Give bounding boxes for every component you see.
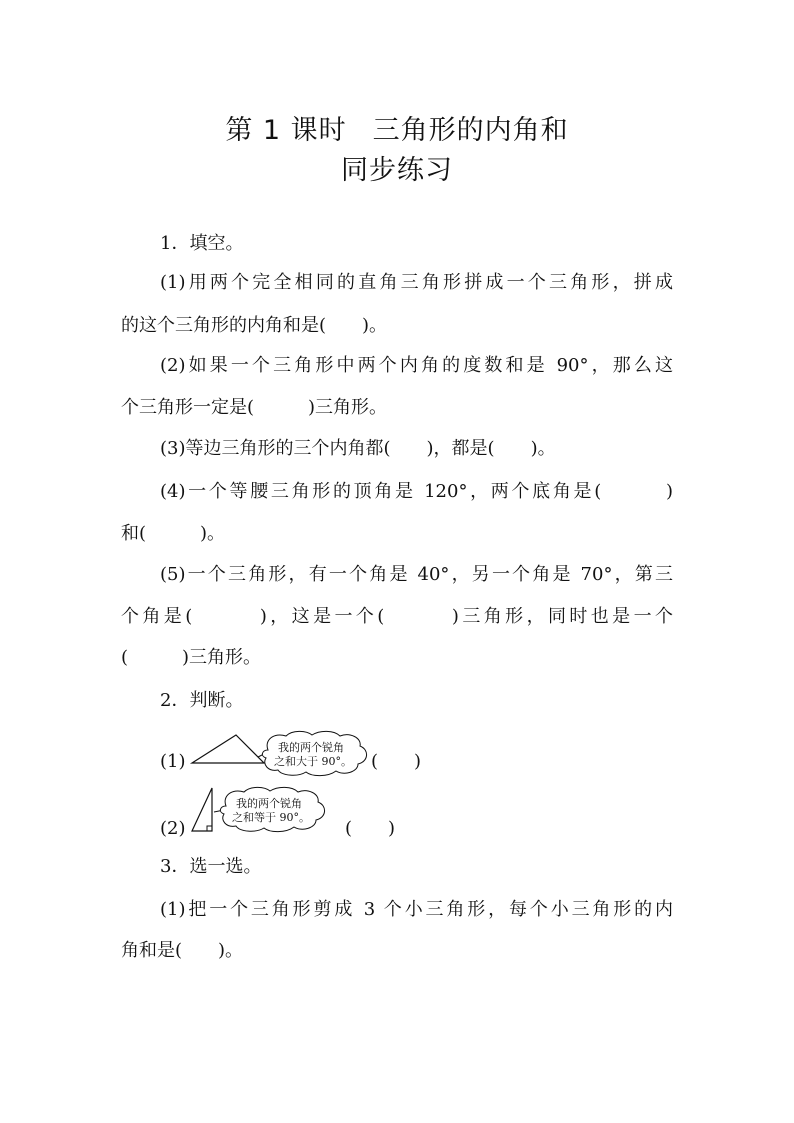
q2-item2-label: (2) [160, 818, 186, 839]
q2-heading: 2．判断。 [160, 690, 244, 711]
lesson-topic: 三角形的内角和 [372, 115, 569, 146]
q1-item4-line2: 和( )。 [121, 523, 226, 544]
lesson-number: 第 1 课时 [225, 115, 347, 146]
q1-item5-line2: 个角是( )，这是一个( )三角形，同时也是一个 [121, 606, 673, 627]
q1-item5-line3: ( )三角形。 [121, 647, 262, 668]
q1-item1-line2: 的这个三角形的内角和是( )。 [121, 315, 388, 336]
right-triangle-shape [192, 788, 212, 831]
q1-item1-line1: (1)用两个完全相同的直角三角形拼成一个三角形，拼成 [160, 272, 673, 293]
bubble-text-line2: 之和大于 90°。 [274, 755, 352, 768]
q2-item2-figure [186, 786, 346, 836]
q1-item2-line1: (2)如果一个三角形中两个内角的度数和是 90°，那么这 [160, 355, 673, 376]
q2-item1-label: (1) [160, 751, 186, 772]
q3-item1-line1: (1)把一个三角形剪成 3 个小三角形，每个小三角形的内 [160, 899, 673, 920]
q1-item3-line1: (3)等边三角形的三个内角都( )，都是( )。 [160, 438, 556, 459]
right-angle-mark [207, 826, 212, 831]
q3-item1-line2: 角和是( )。 [121, 940, 244, 961]
q2-item2-answer: ( ) [345, 818, 396, 839]
q1-heading: 1．填空。 [160, 233, 244, 254]
q1-item2-line2: 个三角形一定是( )三角形。 [121, 397, 388, 418]
bubble-text-line1: 我的两个锐角 [236, 797, 302, 810]
q3-heading: 3．选一选。 [160, 856, 262, 877]
bubble-text-line2: 之和等于 90°。 [232, 811, 310, 824]
q2-item1-figure [188, 730, 378, 778]
page-subtitle: 同步练习 [341, 155, 453, 186]
obtuse-triangle-shape [192, 735, 264, 763]
q1-item4-line1: (4)一个等腰三角形的顶角是 120°，两个底角是( ) [160, 481, 673, 502]
page-title [0, 108, 794, 147]
bubble-text-line1: 我的两个锐角 [278, 741, 344, 754]
q2-item1-answer: ( ) [371, 751, 422, 772]
q1-item5-line1: (5)一个三角形，有一个角是 40°，另一个角是 70°，第三 [160, 564, 673, 585]
